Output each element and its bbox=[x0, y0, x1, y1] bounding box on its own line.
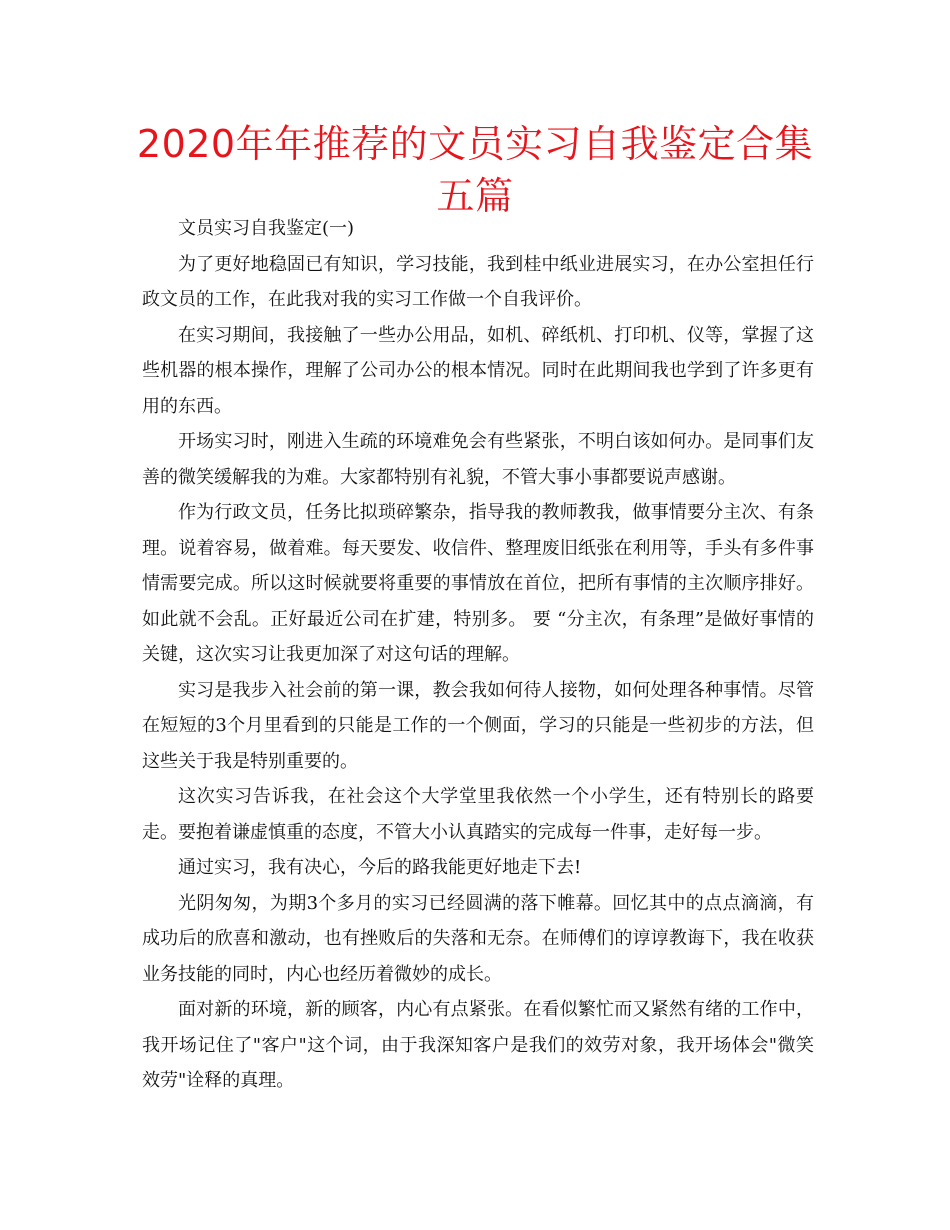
document-title: 2020年年推荐的文员实习自我鉴定合集五篇 bbox=[136, 122, 814, 218]
paragraph: 开场实习时，刚进入生疏的环境难免会有些紧张，不明白该如何办。是同事们友善的微笑缓解我的为难。大家都特别有礼貌，不管大事小事都要说声感谢。 bbox=[142, 431, 814, 488]
paragraph: 作为行政文员，任务比拟琐碎繁杂，指导我的教师教我，做事情要分主次、有条理。说着容易，做着难。每天要发、收信件、整理废旧纸张在利用等，手头有多件事情需要完成。所以这时候就要将重要的事情放在首位，把所有事情的主次顺序排好。如此就不会乱。正好最近公司在扩建，特别多。 要 “分主次，有条理”是做好事情的关键，这次实习让我更加深了对这句话的理解。 bbox=[142, 502, 814, 665]
paragraph: 为了更好地稳固已有知识，学习技能，我到桂中纸业进展实习，在办公室担任行政文员的工作，在此我对我的实习工作做一个自我评价。 bbox=[142, 253, 814, 310]
section-heading: 文员实习自我鉴定(一) bbox=[178, 218, 355, 239]
document-body bbox=[142, 211, 814, 1099]
paragraph: 这次实习告诉我，在社会这个大学堂里我依然一个小学生，还有特别长的路要走。要抱着谦虚慎重的态度，不管大小认真踏实的完成每一件事，走好每一步。 bbox=[142, 786, 814, 843]
paragraph: 通过实习，我有决心，今后的路我能更好地走下去! bbox=[178, 857, 582, 878]
paragraph: 在实习期间，我接触了一些办公用品，如机、碎纸机、打印机、仪等，掌握了这些机器的根本操作，理解了公司办公的根本情况。同时在此期间我也学到了许多更有用的东西。 bbox=[142, 324, 814, 417]
paragraph: 光阴匆匆，为期3个多月的实习已经圆满的落下帷幕。回忆其中的点点滴滴，有成功后的欣喜和激动，也有挫败后的失落和无奈。在师傅们的谆谆教诲下，我在收获业务技能的同时，内心也经历着微妙的成长。 bbox=[142, 892, 814, 985]
paragraph: 实习是我步入社会前的第一课，教会我如何待人接物，如何处理各种事情。尽管在短短的3个月里看到的只能是工作的一个侧面，学习的只能是一些初步的方法，但这些关于我是特别重要的。 bbox=[142, 679, 814, 772]
paragraph: 面对新的环境，新的顾客，内心有点紧张。在看似繁忙而又紧然有绪的工作中，我开场记住了"客户"这个词，由于我深知客户是我们的效劳对象，我开场体会"微笑效劳"诠释的真理。 bbox=[142, 999, 814, 1091]
